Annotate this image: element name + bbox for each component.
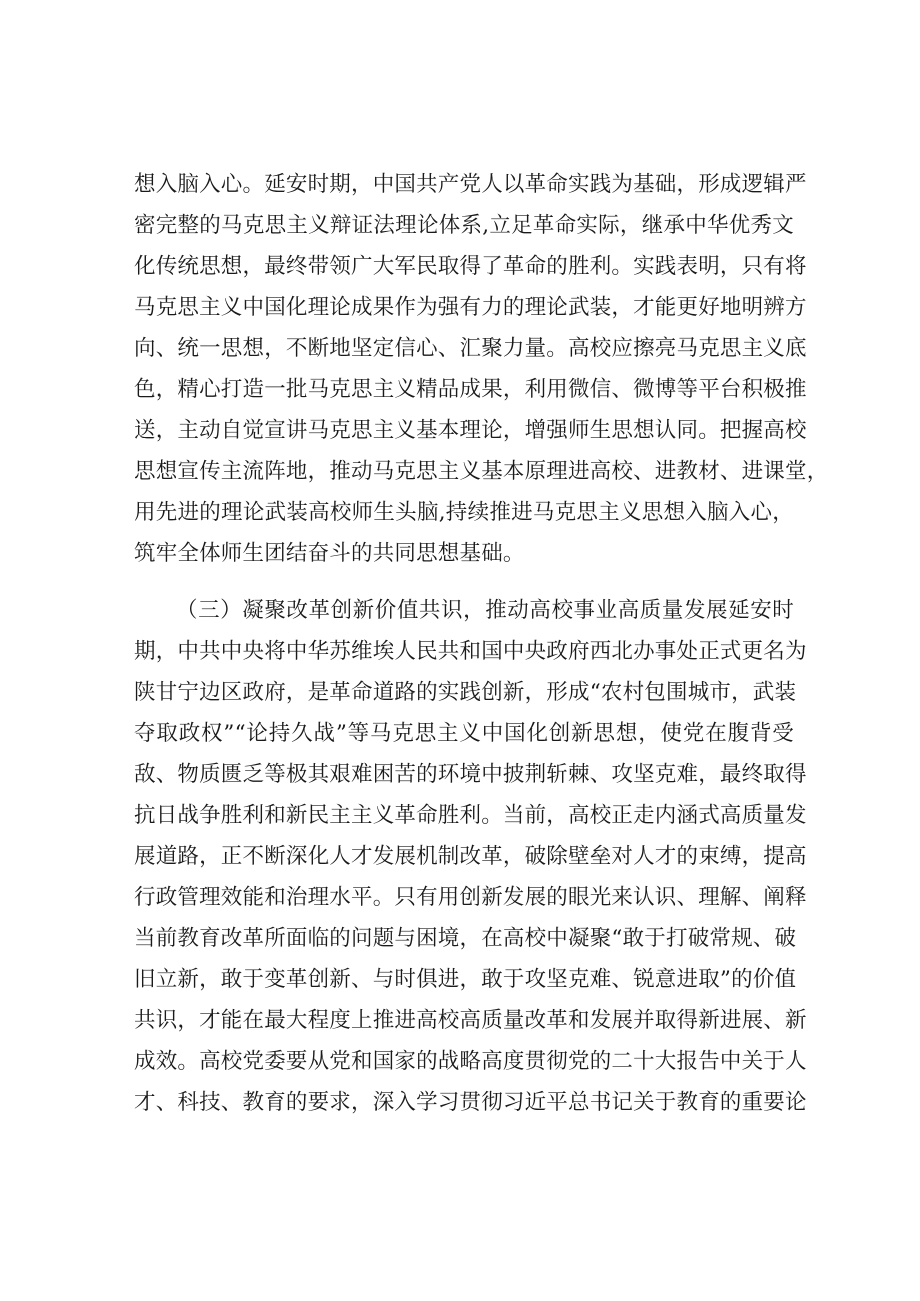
text-line: 化传统思想，最终带领广大军民取得了革命的胜利。实践表明，只有将 bbox=[134, 254, 807, 279]
text-line: 密完整的马克思主义辩证法理论体系,立足革命实际，继承中华优秀文 bbox=[134, 213, 794, 238]
text-line: 色，精心打造一批马克思主义精品成果，利用微信、微博等平台积极推 bbox=[134, 377, 807, 402]
text-line: 送，主动自觉宣讲马克思主义基本理论，增强师生思想认同。把握高校 bbox=[134, 418, 807, 443]
text-line: 想入脑入心。延安时期，中国共产党人以革命实践为基础，形成逻辑严 bbox=[134, 172, 807, 197]
text-line: 夺取政权”“论持久战”等马克思主义中国化创新思想，使党在腹背受 bbox=[134, 721, 794, 746]
text-line: 展道路，正不断深化人才发展机制改革，破除壁垒对人才的束缚，提高 bbox=[134, 844, 807, 869]
text-line: 旧立新，敢于变革创新、与时俱进，敢于攻坚克难、锐意进取”的价值 bbox=[134, 967, 797, 992]
text-line: 陕甘宁边区政府，是革命道路的实践创新，形成“农村包围城市，武装 bbox=[134, 680, 797, 705]
text-line: 当前教育改革所面临的问题与困境，在高校中凝聚“敢于打破常规、破 bbox=[134, 926, 797, 951]
text-line: 向、统一思想，不断地坚定信心、汇聚力量。高校应擦亮马克思主义底 bbox=[134, 336, 807, 361]
text-line: 行政管理效能和治理水平。只有用创新发展的眼光来认识、理解、阐释 bbox=[134, 885, 807, 910]
text-line: 用先进的理论武装高校师生头脑,持续推进马克思主义思想入脑入心， bbox=[134, 500, 794, 525]
text-line: 成效。高校党委要从党和国家的战略高度贯彻党的二十大报告中关于人 bbox=[134, 1049, 807, 1074]
text-line: 思想宣传主流阵地，推动马克思主义基本原理进高校、进教材、进课堂， bbox=[134, 459, 829, 484]
text-line: 筑牢全体师生团结奋斗的共同思想基础。 bbox=[134, 541, 525, 566]
text-line: 马克思主义中国化理论成果作为强有力的理论武装，才能更好地明辨方 bbox=[134, 295, 807, 320]
section-heading-line: （三）凝聚改革创新价值共识，推动高校事业高质量发展延安时 bbox=[176, 598, 794, 623]
text-line: 期，中共中央将中华苏维埃人民共和国中央政府西北办事处正式更名为 bbox=[134, 639, 807, 664]
text-line: 才、科技、教育的要求，深入学习贯彻习近平总书记关于教育的重要论 bbox=[134, 1090, 807, 1115]
text-line: 抗日战争胜利和新民主主义革命胜利。当前，高校正走内涵式高质量发 bbox=[134, 803, 807, 828]
text-line: 共识，才能在最大程度上推进高校高质量改革和发展并取得新进展、新 bbox=[134, 1008, 807, 1033]
text-line: 敌、物质匮乏等极其艰难困苦的环境中披荆斩棘、攻坚克难，最终取得 bbox=[134, 762, 807, 787]
